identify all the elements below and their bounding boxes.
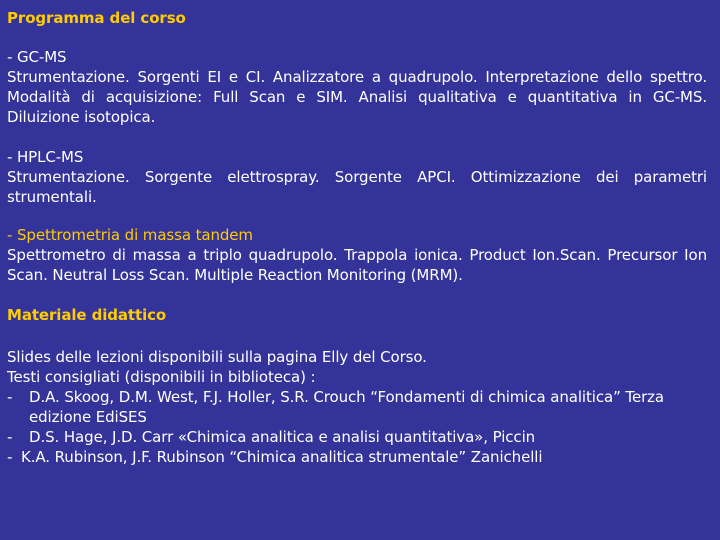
reference-item [7,387,707,427]
section-body-hplc-ms: Strumentazione. Sorgente elettrospray. Sorgente APCI. Ottimizzazione dei parametri strumentali. [7,168,707,206]
section-body-gc-ms: Strumentazione. Sorgenti EI e CI. Analizzatore a quadrupolo. Interpretazione dello spettro. Modalità di acquisizione: Full Scan e SIM. Analisi qualitativa e quantitativa in GC-MS. Diluizione isotopica. [7,68,707,126]
section-title-gc-ms: - GC-MS [7,48,67,66]
section-title-tandem-ms: - Spettrometria di massa tandem [7,226,253,244]
materials-heading: Materiale didattico [7,306,167,324]
reference-text: K.A. Rubinson, J.F. Rubinson “Chimica analitica strumentale” Zanichelli [21,448,543,466]
reference-text: D.A. Skoog, D.M. West, F.J. Holler, S.R. Crouch “Fondamenti di chimica analitica” Terza edizione EdiSES [29,388,665,426]
course-program-heading: Programma del corso [7,9,186,27]
section-hplc-ms [7,147,707,207]
reference-item [7,447,707,467]
list-dash: - [7,388,13,406]
section-title-hplc-ms: - HPLC-MS [7,148,84,166]
slide-content [7,8,707,467]
reference-text: D.S. Hage, J.D. Carr «Chimica analitica e analisi quantitativa», Piccin [29,428,536,446]
section-gc-ms [7,47,707,127]
reference-item [7,427,707,447]
list-dash: - [7,448,13,466]
section-tandem-ms [7,225,707,285]
section-body-tandem-ms: Spettrometro di massa a triplo quadrupolo. Trappola ionica. Product Ion.Scan. Precursor Ion Scan. Neutral Loss Scan. Multiple Reaction Monitoring (MRM). [7,246,707,284]
list-dash: - [7,428,13,446]
materials-slides-line: Slides delle lezioni disponibili sulla pagina Elly del Corso. [7,348,427,366]
reference-list [7,387,707,467]
materials-books-line: Testi consigliati (disponibili in biblioteca) : [7,368,316,386]
